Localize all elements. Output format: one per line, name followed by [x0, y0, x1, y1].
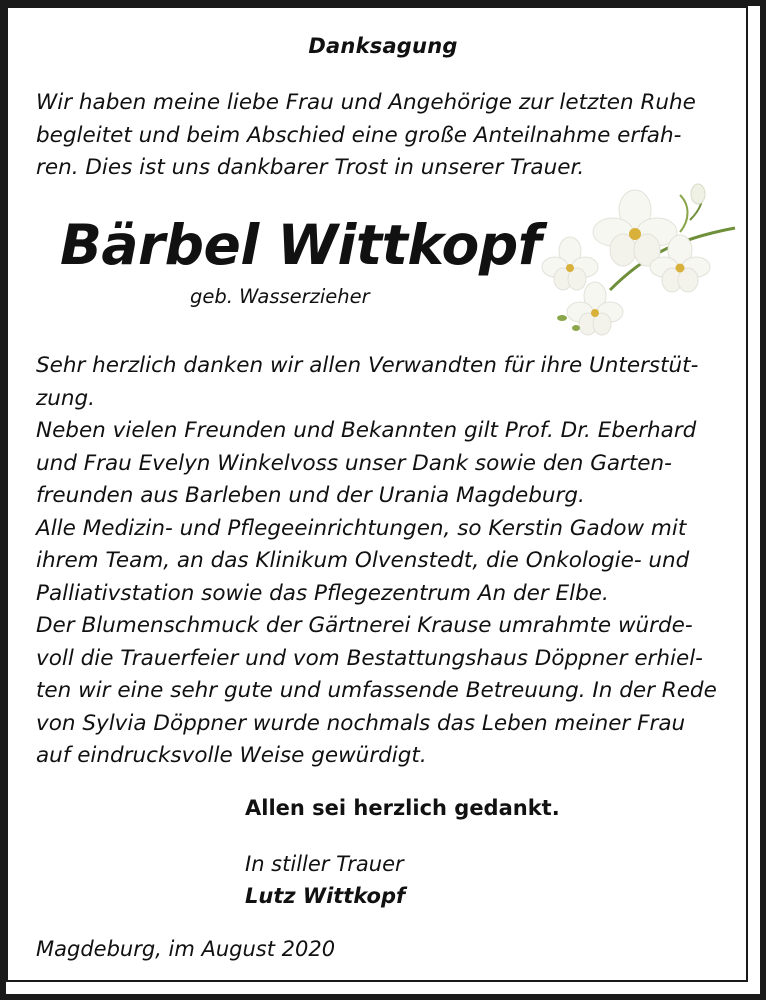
notice-heading: Danksagung: [308, 34, 458, 58]
body-line: Sehr herzlich danken wir allen Verwandten für ihre Unterstüt-: [36, 353, 699, 378]
mourning-phrase: In stiller Trauer: [245, 852, 404, 876]
place-and-date: Magdeburg, im August 2020: [36, 937, 336, 961]
deceased-name: Bärbel Wittkopf: [60, 213, 542, 277]
body-line: von Sylvia Döppner wurde nochmals das Leben meiner Frau: [36, 710, 686, 736]
body-line: Palliativstation sowie das Pflegezentrum An der Elbe.: [36, 580, 609, 606]
body-line: auf eindrucksvolle Weise gewürdigt.: [36, 743, 427, 768]
body-line: Neben vielen Freunden und Bekannten gilt Prof. Dr. Eberhard: [36, 418, 697, 443]
closing-line: Allen sei herzlich gedankt.: [245, 796, 560, 820]
body-line: ten wir eine sehr gute und umfassende Betreuung. In der Rede: [36, 678, 717, 703]
deceased-birth-name: geb. Wasserzieher: [190, 285, 370, 308]
body-line: zung.: [36, 385, 96, 411]
body-line: ihrem Team, an das Klinikum Olvenstedt, die Onkologie- und: [36, 548, 690, 573]
body-line: und Frau Evelyn Winkelvoss unser Dank sowie den Garten-: [36, 450, 672, 476]
intro-line: begleitet und beim Abschied eine große Anteilnahme erfah-: [36, 122, 682, 148]
body-line: Alle Medizin- und Pflegeeinrichtungen, so Kerstin Gadow mit: [36, 515, 687, 541]
orchid-illustration: [540, 180, 740, 340]
body-line: Der Blumenschmuck der Gärtnerei Krause umrahmte würde-: [36, 613, 693, 638]
intro-line: ren. Dies ist uns dankbarer Trost in unserer Trauer.: [36, 155, 585, 180]
body-line: voll die Trauerfeier und vom Bestattungshaus Döppner erhiel-: [36, 645, 703, 671]
intro-paragraph: [36, 87, 730, 185]
signer-name: Lutz Wittkopf: [245, 884, 406, 908]
intro-line: Wir haben meine liebe Frau und Angehörige zur letzten Ruhe: [36, 90, 696, 115]
body-line: freunden aus Barleben und der Urania Magdeburg.: [36, 483, 585, 508]
thanks-paragraph: [36, 350, 730, 773]
